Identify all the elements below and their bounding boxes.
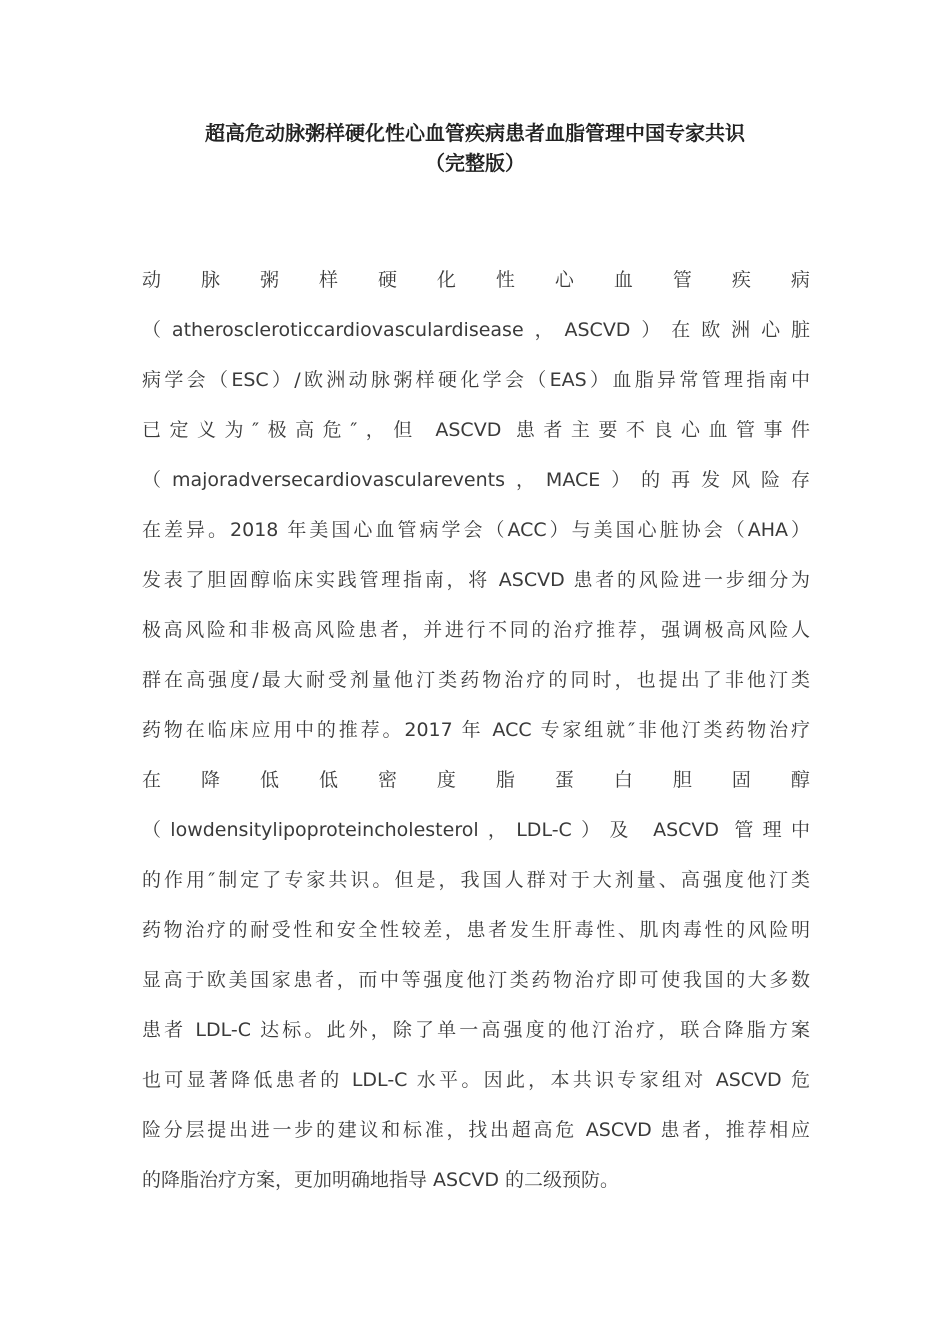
spread-char: 度 (436, 769, 456, 791)
body-paragraph (142, 255, 810, 1205)
spread-char: 病 (790, 269, 810, 291)
spread-char: 脂 (495, 769, 515, 791)
spread-char: 固 (731, 769, 751, 791)
title-line-1: 超高危动脉粥样硬化性心血管疾病患者血脂管理中国专家共识 (205, 121, 745, 145)
paragraph-line-5: （majoradversecardiovascularevents，MACE）的再发风险存 (142, 469, 810, 491)
paragraph-line-11 (142, 755, 810, 805)
spread-char: 胆 (672, 769, 692, 791)
spread-char: 样 (318, 269, 338, 291)
paragraph-line-3: 病学会（ESC）/欧洲动脉粥样硬化学会（EAS）血脂异常管理指南中 (142, 369, 810, 391)
spread-char: 疾 (731, 269, 751, 291)
spread-char: 在 (142, 769, 162, 791)
paragraph-line-10: 药物在临床应用中的推荐。2017 年 ACC 专家组就″非他汀类药物治疗 (142, 719, 810, 741)
spread-char: 降 (200, 769, 220, 791)
spread-char: 粥 (259, 269, 279, 291)
paragraph-line-2: （atheroscleroticcardiovasculardisease，ASCVD）在欧洲心脏 (142, 319, 810, 341)
paragraph-line-13: 的作用″制定了专家共识。但是，我国人群对于大剂量、高强度他汀类 (142, 869, 810, 891)
spread-char: 化 (436, 269, 456, 291)
spread-char: 血 (613, 269, 633, 291)
spread-char: 低 (318, 769, 338, 791)
spread-char: 性 (495, 269, 515, 291)
title-line-2: （完整版） (425, 151, 525, 175)
spread-char: 管 (672, 269, 692, 291)
paragraph-line-19: 的降脂治疗方案，更加明确地指导 ASCVD 的二级预防。 (142, 1169, 620, 1191)
paragraph-line-14: 药物治疗的耐受性和安全性较差，患者发生肝毒性、肌肉毒性的风险明 (142, 919, 810, 941)
paragraph-line-1 (142, 255, 810, 305)
paragraph-line-9: 群在高强度/最大耐受剂量他汀类药物治疗的同时，也提出了非他汀类 (142, 669, 810, 691)
paragraph-line-18: 险分层提出进一步的建议和标准，找出超高危 ASCVD 患者，推荐相应 (142, 1119, 810, 1141)
document-title (100, 118, 850, 178)
spread-char: 心 (554, 269, 574, 291)
spread-char: 醇 (790, 769, 810, 791)
spread-char: 硬 (377, 269, 397, 291)
spread-char: 白 (613, 769, 633, 791)
paragraph-line-4: 已定义为″极高危″，但 ASCVD 患者主要不良心血管事件 (142, 419, 810, 441)
paragraph-line-16: 患者 LDL-C 达标。此外，除了单一高强度的他汀治疗，联合降脂方案 (142, 1019, 810, 1041)
paragraph-line-6: 在差异。2018 年美国心血管病学会（ACC）与美国心脏协会（AHA） (142, 519, 810, 541)
paragraph-line-7: 发表了胆固醇临床实践管理指南，将 ASCVD 患者的风险进一步细分为 (142, 569, 810, 591)
spread-char: 动 (142, 269, 162, 291)
spread-char: 蛋 (554, 769, 574, 791)
spread-char: 密 (377, 769, 397, 791)
paragraph-line-8: 极高风险和非极高风险患者，并进行不同的治疗推荐，强调极高风险人 (142, 619, 810, 641)
paragraph-line-12: （lowdensitylipoproteincholesterol，LDL-C）及 ASCVD 管理中 (142, 819, 810, 841)
spread-char: 脉 (200, 269, 220, 291)
spread-char: 低 (259, 769, 279, 791)
paragraph-line-17: 也可显著降低患者的 LDL-C 水平。因此，本共识专家组对 ASCVD 危 (142, 1069, 810, 1091)
paragraph-line-15: 显高于欧美国家患者，而中等强度他汀类药物治疗即可使我国的大多数 (142, 969, 810, 991)
